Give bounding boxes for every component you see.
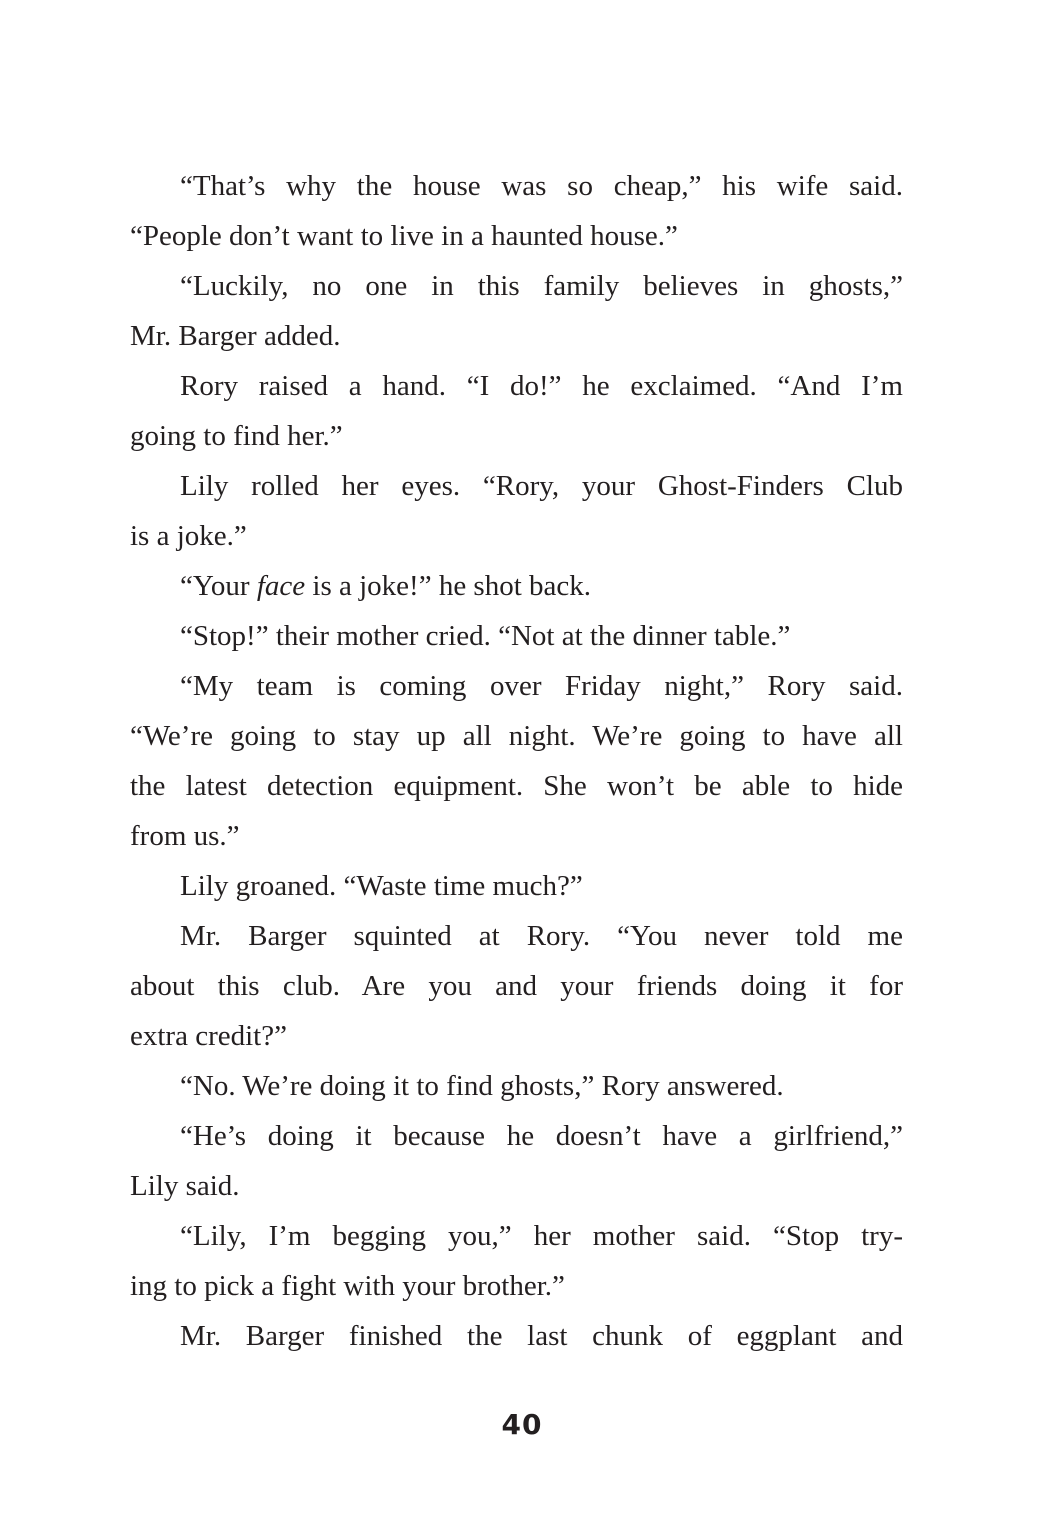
text-line: “No. We’re doing it to find ghosts,” Rory answered. [180,1070,784,1102]
page-number: 40 [501,1408,543,1441]
text-line: “Luckily, no one in this family believes in ghosts,” [180,270,903,302]
text-line: Mr. Barger finished the last chunk of eggplant and [180,1320,903,1352]
text-line: from us.” [130,820,240,852]
text-line: “That’s why the house was so cheap,” his wife said. [180,170,903,202]
text-line: is a joke.” [130,520,247,552]
text-line: “Lily, I’m begging you,” her mother said. “Stop try- [180,1220,903,1252]
text-line: “Stop!” their mother cried. “Not at the dinner table.” [180,620,791,652]
text-line: Lily said. [130,1170,240,1202]
text-line: Rory raised a hand. “I do!” he exclaimed. “And I’m [180,370,903,402]
text-line: “We’re going to stay up all night. We’re going to have all [130,720,903,752]
text-line: Lily groaned. “Waste time much?” [180,870,583,902]
text-line: Mr. Barger added. [130,320,341,352]
italic-word: face [256,570,306,602]
text-run: “Your [180,570,257,602]
text-line: going to find her.” [130,420,343,452]
text-line: the latest detection equipment. She won’t be able to hide [130,770,903,802]
text-line: about this club. Are you and your friends doing it for [130,970,903,1002]
text-line: Mr. Barger squinted at Rory. “You never told me [180,920,903,952]
text-line: extra credit?” [130,1020,287,1052]
body-text [130,161,903,1361]
text-run: is a joke!” he shot back. [305,570,592,602]
text-line: “My team is coming over Friday night,” Rory said. [180,670,903,702]
text-line: “He’s doing it because he doesn’t have a girlfriend,” [180,1120,903,1152]
text-line: ing to pick a fight with your brother.” [130,1270,565,1302]
text-line: “People don’t want to live in a haunted house.” [130,220,678,252]
text-line [130,561,903,611]
text-line: Lily rolled her eyes. “Rory, your Ghost-Finders Club [180,470,903,502]
